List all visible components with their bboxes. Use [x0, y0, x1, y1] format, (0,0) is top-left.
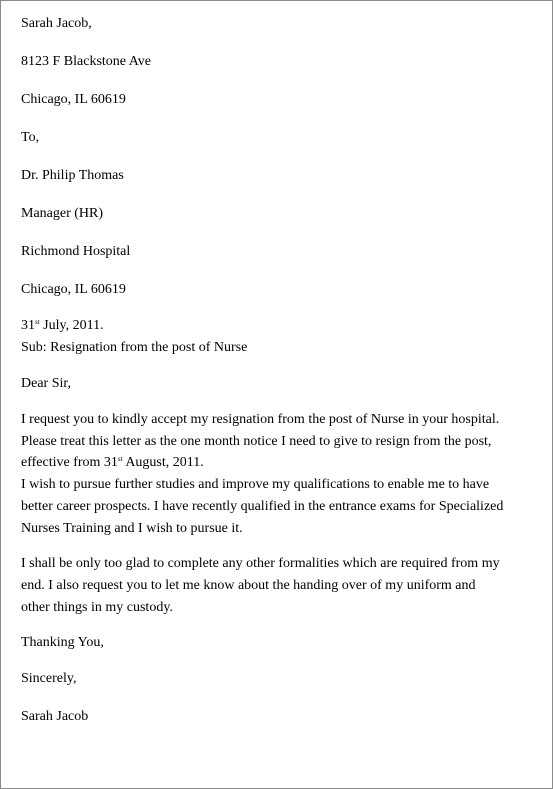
body1-line3-sup: st: [117, 455, 123, 464]
body-paragraph-1: [21, 409, 546, 539]
body1-line3-pre: effective from 31: [21, 455, 118, 471]
salutation: Dear Sir,: [21, 376, 71, 391]
thanks-line: Thanking You,: [21, 635, 104, 651]
body1-line6: Nurses Training and I wish to pursue it.: [21, 520, 243, 536]
body1-line1: I request you to kindly accept my resignation from the post of Nurse in your hospital.: [21, 412, 500, 427]
sender-name: Sarah Jacob,: [21, 16, 92, 31]
date-rest: July, 2011.: [39, 318, 104, 333]
body2-line3: other things in my custody.: [21, 599, 173, 615]
recipient-title: Manager (HR): [21, 206, 104, 221]
signature-name: Sarah Jacob: [21, 709, 89, 725]
to-label: To,: [21, 130, 40, 145]
closing-line: Sincerely,: [21, 671, 77, 687]
subject-line: Sub: Resignation from the post of Nurse: [21, 340, 248, 355]
letter-content: [21, 13, 546, 728]
date-suffix: st: [35, 318, 40, 326]
recipient-organization: Richmond Hospital: [21, 244, 131, 259]
body2-line1: I shall be only too glad to complete any other formalities which are required from my: [21, 556, 500, 572]
body1-line3-post: August, 2011.: [122, 455, 204, 471]
date-day: 31: [21, 318, 35, 333]
recipient-city: Chicago, IL 60619: [21, 282, 126, 297]
body1-line3: [21, 452, 546, 474]
sender-city: Chicago, IL 60619: [21, 92, 126, 107]
body2-line2: end. I also request you to let me know about the handing over of my uniform and: [21, 577, 476, 593]
letter-date: [21, 315, 546, 337]
body1-line5: better career prospects. I have recently qualified in the entrance exams for Specialized: [21, 498, 504, 514]
recipient-name: Dr. Philip Thomas: [21, 168, 124, 183]
sender-street: 8123 F Blackstone Ave: [21, 54, 152, 69]
body-paragraph-2: [21, 553, 546, 618]
body1-line4: I wish to pursue further studies and improve my qualifications to enable me to have: [21, 477, 490, 493]
body1-line2: Please treat this letter as the one month notice I need to give to resign from the post,: [21, 433, 492, 449]
